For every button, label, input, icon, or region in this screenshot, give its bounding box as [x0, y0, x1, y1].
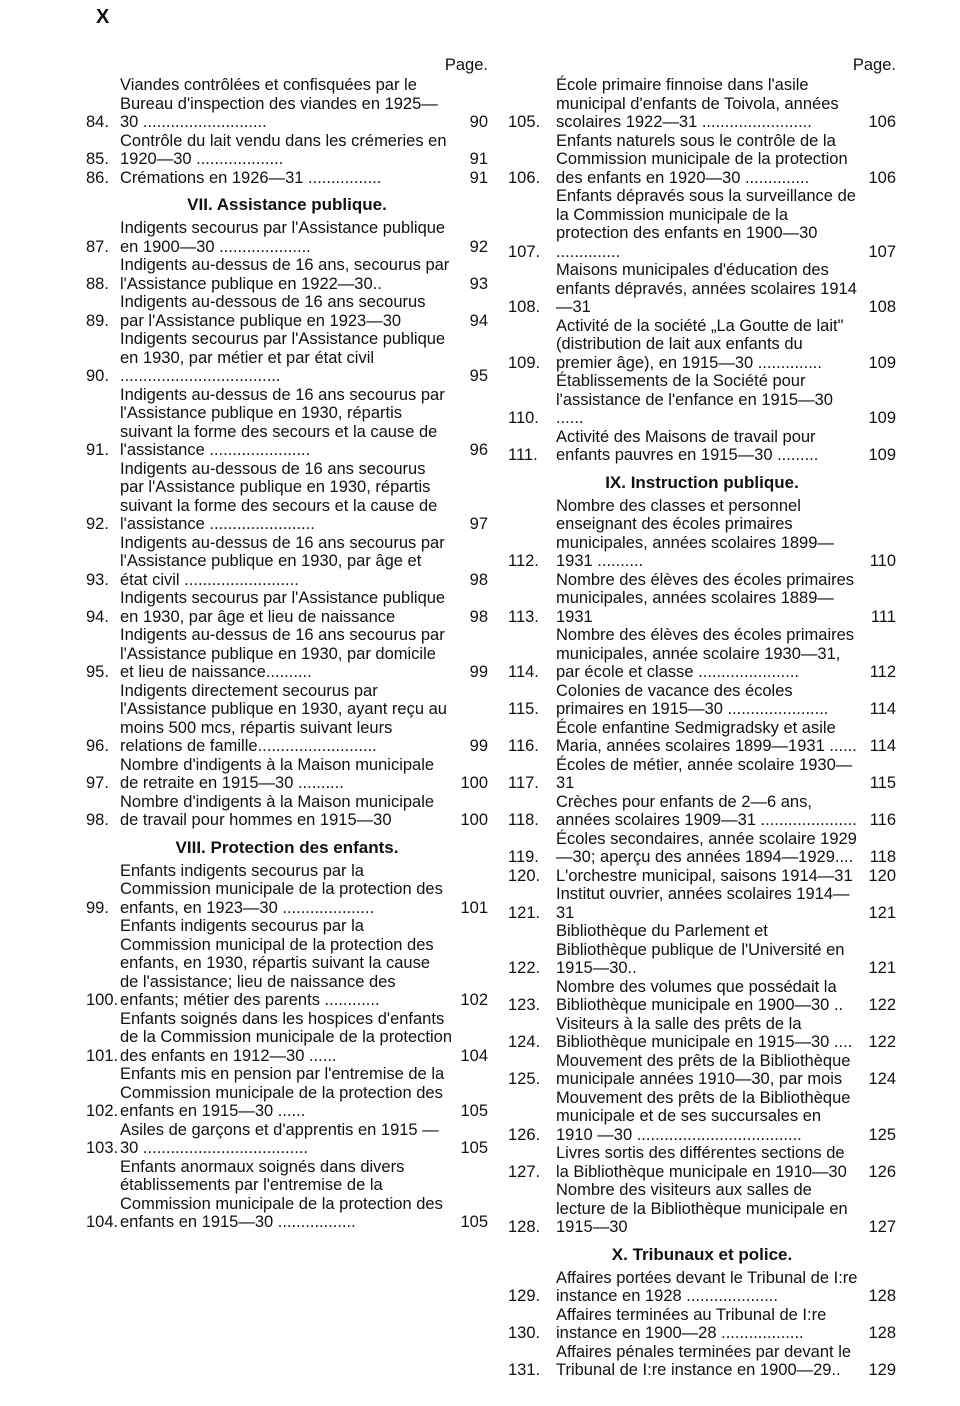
entry-number: 105.: [508, 113, 541, 131]
entry-title: Enfants indigents secourus par la Commission municipale de la protection des enfants, en 1923—30 ....................: [120, 861, 443, 917]
entry-title: Indigents au-dessus de 16 ans, secourus par l'Assistance publique en 1922—30..: [120, 256, 450, 293]
entry-title: Établissements de la Société pour l'assistance de l'enfance en 1915—30 ......: [556, 372, 833, 427]
toc-entry: [86, 219, 488, 256]
entry-page-number: 105: [460, 1102, 488, 1120]
toc-entry: [508, 261, 896, 317]
entry-number: 108.: [508, 298, 541, 316]
section-title: VII. Assistance publique.: [187, 195, 387, 214]
entry-number: 87.: [86, 237, 109, 256]
entry-title: Maisons municipales d'éducation des enfants dépravés, années scolaires 1914—31: [556, 261, 857, 316]
entry-number: 114.: [508, 663, 539, 681]
entry-title: Crèches pour enfants de 2—6 ans, années scolaires 1909—31 .....................: [556, 792, 857, 829]
toc-entry: [508, 978, 896, 1015]
toc-entry: [86, 682, 488, 756]
toc-entry: [508, 428, 896, 465]
entry-title: Enfants dépravés sous la surveillance de la Commission municipale de la protection des enfants en 1900—30 ..............: [556, 187, 856, 261]
toc-entry: [86, 460, 488, 534]
toc-entry: [86, 1065, 488, 1121]
entry-number: 91.: [86, 441, 109, 459]
entry-title: Indigents au-dessus de 16 ans secourus par l'Assistance publique en 1930, répartis suivant la forme des secours et la cause de l'assistance ......................: [120, 385, 445, 459]
entry-number: 123.: [508, 996, 541, 1014]
toc-entry: [86, 534, 488, 590]
page-column-label: Page.: [444, 56, 488, 74]
entry-title: Nombre des élèves des écoles primaires municipales, année scolaire 1930—31, par école et classe ......................: [556, 626, 855, 681]
section-title: X. Tribunaux et police.: [611, 1244, 793, 1264]
entry-number: 128.: [508, 1218, 541, 1236]
entry-page-number: 104: [460, 1046, 488, 1065]
entry-title: Mouvement des prêts de la Bibliothèque municipale et de ses succursales en 1910 —30 ....................................: [556, 1088, 851, 1144]
entry-page-number: 122: [868, 996, 896, 1014]
page-column-label: Page.: [852, 56, 896, 74]
section-title: VIII. Protection des enfants.: [175, 837, 399, 857]
entry-title: Livres sortis des différentes sections de la Bibliothèque municipale en 1910—30: [556, 1144, 847, 1181]
toc-entry: [86, 256, 488, 293]
entry-page-number: 127: [868, 1218, 896, 1236]
toc-entry: [86, 293, 488, 330]
entry-page-number: 91: [469, 168, 488, 187]
entry-title: Crémations en 1926—31 ................: [120, 168, 382, 187]
entry-title: Indigents au-dessus de 16 ans secourus par l'Assistance publique en 1930, par domicile et lieu de naissance..........: [120, 626, 445, 681]
entry-title: Asiles de garçons et d'apprentis en 1915 —30 ....................................: [120, 1120, 439, 1157]
entry-page-number: 98: [469, 570, 488, 589]
toc-entry: [86, 793, 488, 830]
toc-entry: [86, 1010, 488, 1066]
entry-number: 126.: [508, 1125, 541, 1144]
entry-title: Indigents secourus par l'Assistance publique en 1930, par âge et lieu de naissance: [120, 589, 446, 626]
toc-entry: [508, 497, 896, 571]
entry-page-number: 111: [870, 607, 896, 626]
entry-number: 95.: [86, 663, 109, 681]
entry-page-number: 99: [469, 663, 488, 681]
entry-number: 86.: [86, 168, 109, 187]
toc-entry: [508, 187, 896, 261]
toc-entry: [86, 756, 488, 793]
entry-page-number: 126: [868, 1162, 896, 1181]
toc-entry: [508, 867, 896, 886]
toc-entry: [508, 372, 896, 428]
entry-number: 97.: [86, 774, 109, 792]
entry-number: 96.: [86, 737, 109, 755]
entry-number: 124.: [508, 1033, 541, 1051]
entry-number: 93.: [86, 570, 109, 589]
entry-page-number: 102: [460, 991, 488, 1009]
entry-title: Enfants soignés dans les hospices d'enfants de la Commission municipale de la protection des enfants en 1912—30 ......: [120, 1009, 452, 1065]
toc-entry: [508, 1089, 896, 1145]
toc-entry: [86, 917, 488, 1010]
entry-number: 127.: [508, 1162, 541, 1181]
toc-column-right: [508, 56, 896, 1380]
entry-title: Enfants indigents secourus par la Commission municipal de la protection des enfants, en 1930, répartis suivant la cause de l'assistance; lieu de naissance des enfants; métier des parents ............: [120, 917, 434, 1009]
entry-title: Écoles de métier, année scolaire 1930—31: [556, 755, 853, 792]
entry-title: Indigents secourus par l'Assistance publique en 1930, par métier et par état civil ...................................: [120, 330, 446, 385]
entry-title: Affaires portées devant le Tribunal de I:re instance en 1928 ....................: [556, 1268, 858, 1305]
entry-page-number: 91: [469, 150, 488, 168]
entry-title: Nombre des classes et personnel enseignant des écoles primaires municipales, années scolaires 1899—1931 ..........: [556, 496, 834, 570]
entry-page-number: 96: [469, 441, 488, 459]
entry-page-number: 124: [868, 1070, 896, 1088]
toc-column-left: [86, 56, 488, 1232]
entry-number: 111.: [508, 446, 538, 464]
toc-entry: [508, 793, 896, 830]
entry-title: Activité des Maisons de travail pour enfants pauvres en 1915—30 .........: [556, 427, 819, 464]
entry-page-number: 128: [868, 1287, 896, 1305]
entry-page-number: 94: [469, 311, 488, 330]
toc-entry: [508, 317, 896, 373]
entry-title: Écoles secondaires, année scolaire 1929 —30; aperçu des années 1894—1929....: [556, 829, 857, 866]
entry-title: Nombre des volumes que possédait la Bibliothèque municipale en 1900—30 ..: [556, 977, 844, 1014]
entry-number: 103.: [86, 1139, 119, 1157]
entry-page-number: 115: [869, 774, 896, 792]
entry-number: 129.: [508, 1287, 541, 1305]
entry-title: Enfants naturels sous le contrôle de la Commission municipale de la protection des enfants en 1920—30 ..............: [556, 131, 848, 187]
toc-entry: [86, 1158, 488, 1232]
entry-title: Colonies de vacance des écoles primaires en 1915—30 ......................: [556, 681, 829, 718]
entry-title: Indigents au-dessus de 16 ans secourus par l'Assistance publique en 1930, par âge et état civil .........................: [120, 533, 445, 589]
toc-entry: [508, 571, 896, 627]
entry-number: 119.: [508, 848, 539, 866]
entry-page-number: 105: [460, 1213, 488, 1231]
entry-page-number: 106: [868, 168, 896, 187]
entry-title: Bibliothèque du Parlement et Bibliothèque publique de l'Université en 1915—30..: [556, 922, 845, 977]
entry-number: 99.: [86, 898, 109, 917]
entry-page-number: 106: [868, 113, 896, 131]
entry-title: Affaires pénales terminées par devant le Tribunal de I:re instance en 1900—29..: [556, 1342, 852, 1379]
entry-page-number: 120: [868, 866, 896, 885]
entry-title: Indigents secourus par l'Assistance publique en 1900—30 ....................: [120, 219, 446, 256]
entry-page-number: 112: [869, 663, 896, 681]
entry-number: 117.: [508, 774, 539, 792]
toc-entry: [508, 1052, 896, 1089]
entry-page-number: 109: [868, 446, 896, 464]
entry-title: Enfants mis en pension par l'entremise de la Commission municipale de la protection des enfants en 1915—30 ......: [120, 1065, 445, 1120]
entry-number: 90.: [86, 367, 109, 385]
entry-number: 88.: [86, 274, 109, 293]
entry-page-number: 99: [469, 737, 488, 755]
toc-entry: [86, 589, 488, 626]
toc-entry: [86, 330, 488, 386]
entry-title: Activité de la société „La Goutte de lait" (distribution de lait aux enfants du premier âge), en 1915—30 ..............: [556, 316, 844, 372]
entry-number: 85.: [86, 150, 109, 168]
entry-number: 131.: [508, 1361, 541, 1379]
toc-entry: [86, 132, 488, 169]
entry-title: Indigents directement secourus par l'Assistance publique en 1930, ayant reçu au moins 500 mcs, répartis suivant leurs relations de famille..........................: [120, 681, 447, 755]
entry-title: Mouvement des prêts de la Bibliothèque municipale années 1910—30, par mois: [556, 1051, 851, 1088]
entry-number: 101.: [86, 1046, 119, 1065]
toc-entry: [508, 1306, 896, 1343]
entry-page-number: 108: [868, 298, 896, 316]
entry-title: Nombre d'indigents à la Maison municipale de retraite en 1915—30 ..........: [120, 755, 435, 792]
entry-title: Institut ouvrier, années scolaires 1914—31: [556, 885, 850, 922]
entry-page-number: 100: [460, 774, 488, 792]
toc-entry: [508, 885, 896, 922]
entry-title: Nombre d'indigents à la Maison municipale de travail pour hommes en 1915—30: [120, 792, 435, 829]
toc-entry: [508, 1015, 896, 1052]
entry-title: Nombre des visiteurs aux salles de lecture de la Bibliothèque municipale en 1915—30: [556, 1181, 848, 1236]
toc-entry: [86, 76, 488, 132]
entry-number: 121.: [508, 903, 541, 922]
entry-number: 107.: [508, 242, 541, 261]
entry-page-number: 125: [868, 1125, 896, 1144]
entry-title: Nombre des élèves des écoles primaires municipales, années scolaires 1889—1931: [556, 570, 855, 626]
entry-page-number: 93: [469, 274, 488, 293]
entry-page-number: 101: [460, 898, 488, 917]
entry-number: 113.: [508, 607, 539, 626]
entry-number: 122.: [508, 959, 541, 977]
entry-number: 106.: [508, 168, 541, 187]
toc-entry: [86, 862, 488, 918]
entry-title: Affaires terminées au Tribunal de I:re instance en 1900—28 ..................: [556, 1305, 827, 1342]
toc-entry: [508, 1343, 896, 1380]
entry-number: 120.: [508, 866, 541, 885]
entry-title: Viandes contrôlées et confisquées par le Bureau d'inspection des viandes en 1925—30 ...........................: [120, 76, 438, 131]
entry-title: Indigents au-dessous de 16 ans secourus par l'Assistance publique en 1930, répartis suivant la forme des secours et la cause de l'assistance .......................: [120, 459, 438, 533]
entry-page-number: 92: [469, 237, 488, 256]
toc-entry: [508, 756, 896, 793]
entry-page-number: 114: [869, 737, 896, 755]
entry-page-number: 100: [460, 811, 488, 829]
entry-page-number: 107: [868, 242, 896, 261]
entry-number: 98.: [86, 811, 109, 829]
entry-page-number: 118: [869, 848, 896, 866]
entry-number: 100.: [86, 991, 119, 1009]
entry-page-number: 121: [868, 959, 896, 977]
entry-number: 110.: [508, 409, 539, 427]
toc-entry: [508, 922, 896, 978]
entry-number: 102.: [86, 1102, 119, 1120]
entry-page-number: 110: [869, 552, 896, 570]
entry-number: 115.: [508, 700, 539, 718]
toc-entry: [508, 1144, 896, 1181]
entry-page-number: 95: [469, 367, 488, 385]
entry-number: 109.: [508, 353, 541, 372]
entry-page-number: 114: [869, 700, 896, 718]
entry-title: L'orchestre municipal, saisons 1914—31: [556, 866, 853, 885]
toc-entry: [86, 386, 488, 460]
entry-page-number: 109: [868, 353, 896, 372]
entry-title: Visiteurs à la salle des prêts de la Bibliothèque municipale en 1915—30 ....: [556, 1014, 853, 1051]
entry-page-number: 116: [869, 811, 896, 829]
entry-title: Contrôle du lait vendu dans les crémeries en 1920—30 ...................: [120, 131, 447, 168]
entry-page-number: 98: [469, 607, 488, 626]
toc-entry: [86, 626, 488, 682]
toc-entry: [508, 719, 896, 756]
entry-page-number: 121: [868, 903, 896, 922]
entry-page-number: 128: [868, 1324, 896, 1342]
entry-number: 89.: [86, 311, 109, 330]
toc-entry: [508, 132, 896, 188]
toc-entry: [86, 1121, 488, 1158]
entry-number: 130.: [508, 1324, 541, 1342]
page-number-roman: X: [96, 6, 110, 28]
entry-number: 94.: [86, 607, 109, 626]
entry-page-number: 109: [868, 409, 896, 427]
entry-number: 104.: [86, 1213, 119, 1231]
entry-title: Enfants anormaux soignés dans divers établissements par l'entremise de la Commission municipale de la protection des enfants en 1915—30 .................: [120, 1157, 443, 1231]
toc-entry: [508, 682, 896, 719]
toc-entry: [508, 830, 896, 867]
entry-number: 92.: [86, 515, 109, 533]
section-title: IX. Instruction publique.: [605, 472, 799, 492]
toc-entry: [508, 1181, 896, 1237]
entry-number: 118.: [508, 811, 539, 829]
entry-page-number: 90: [469, 113, 488, 131]
toc-entry: [508, 1269, 896, 1306]
toc-entry: [508, 76, 896, 132]
entry-page-number: 122: [868, 1033, 896, 1051]
toc-entry: [86, 169, 488, 188]
entry-page-number: 97: [469, 515, 488, 533]
entry-page-number: 129: [868, 1361, 896, 1379]
entry-number: 112.: [508, 552, 539, 570]
entry-number: 116.: [508, 737, 539, 755]
entry-page-number: 105: [460, 1139, 488, 1157]
entry-number: 125.: [508, 1070, 541, 1088]
entry-title: École primaire finnoise dans l'asile municipal d'enfants de Toivola, années scolaires 1922—31 ........................: [556, 76, 839, 131]
entry-number: 84.: [86, 113, 109, 131]
entry-title: École enfantine Sedmigradsky et asile Maria, années scolaires 1899—1931 ......: [556, 718, 857, 755]
entry-title: Indigents au-dessous de 16 ans secourus par l'Assistance publique en 1923—30: [120, 293, 426, 330]
toc-entry: [508, 626, 896, 682]
